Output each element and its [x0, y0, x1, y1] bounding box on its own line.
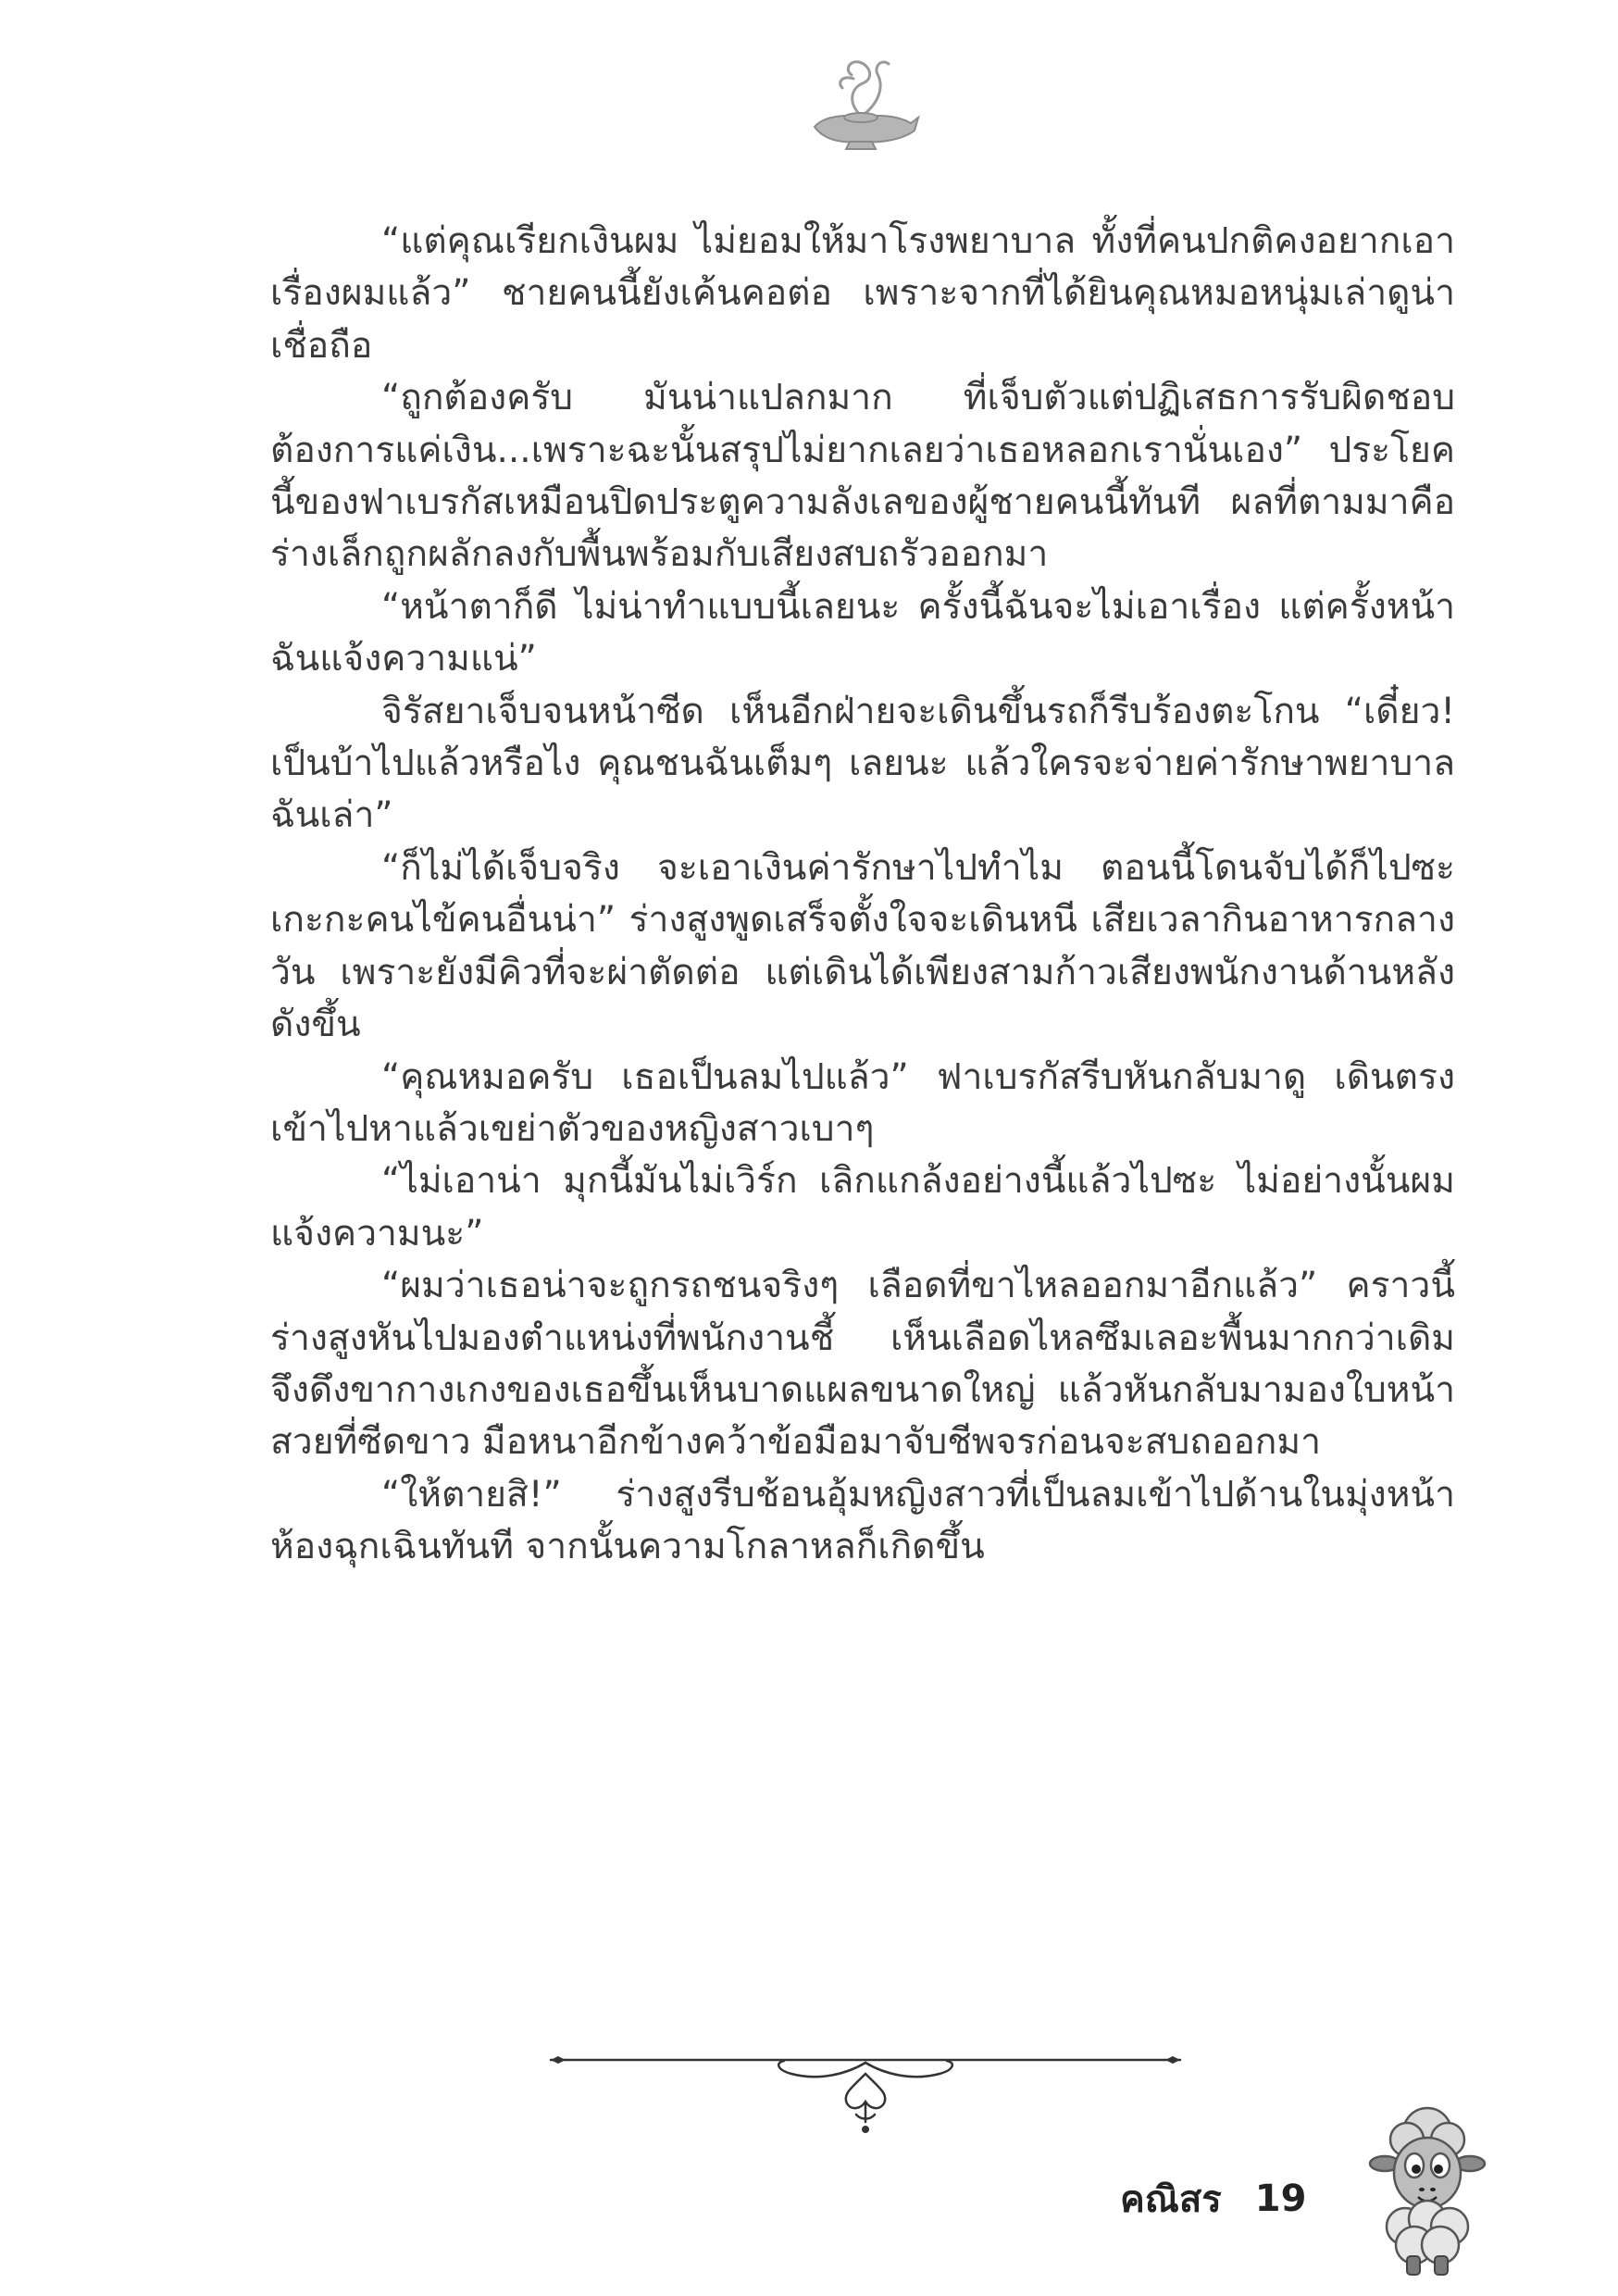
paragraph: “คุณหมอครับ เธอเป็นลมไปแล้ว” ฟาเบรกัสรีบหันกลับมาดู เดินตรงเข้าไปหาแล้วเขย่าตัวของหญิงสาวเบาๆ: [270, 1055, 1455, 1150]
paragraph: “แต่คุณเรียกเงินผม ไม่ยอมให้มาโรงพยาบาล ทั้งที่คนปกติคงอยากเอาเรื่องผมแล้ว” ชายคนนี้ยังเค้นคอต่อ เพราะจากที่ได้ยินคุณหมอหนุ่มเล่าดูน่าเชื่อถือ: [270, 220, 1455, 367]
paragraph: “หน้าตาก็ดี ไม่น่าทำแบบนี้เลยนะ ครั้งนี้ฉันจะไม่เอาเรื่อง แต่ครั้งหน้าฉันแจ้งความแน่”: [270, 585, 1455, 680]
genie-lamp-icon: [796, 51, 926, 153]
paragraph: “ถูกต้องครับ มันน่าแปลกมาก ที่เจ็บตัวแต่ปฏิเสธการรับผิดชอบต้องการแค่เงิน...เพราะฉะนั้นสรุปไม่ยากเลยว่าเธอหลอกเรานั่นเอง” ประโยคนี้ของฟาเบรกัสเหมือนปิดประตูความลังเลของผู้ชายคนนี้ทันที ผลที่ตามมาคือร่างเล็กถูกผลักลงกับพื้นพร้อมกับเสียงสบถรัวออกมา: [270, 377, 1455, 576]
paragraph: “ไม่เอาน่า มุกนี้มันไม่เวิร์ก เลิกแกล้งอย่างนี้แล้วไปซะ ไม่อย่างนั้นผมแจ้งความนะ”: [270, 1160, 1455, 1254]
author-name: คณิสร: [1120, 2178, 1222, 2221]
paragraph: จิรัสยาเจ็บจนหน้าซีด เห็นอีกฝ่ายจะเดินขึ้นรถก็รีบร้องตะโกน “เดี๋ยว! เป็นบ้าไปแล้วหรือไง คุณชนฉันเต็มๆ เลยนะ แล้วใครจะจ่ายค่ารักษาพยาบาลฉันเล่า”: [270, 690, 1455, 837]
page-number: 19: [1254, 2177, 1307, 2220]
paragraph: “ก็ไม่ได้เจ็บจริง จะเอาเงินค่ารักษาไปทำไม ตอนนี้โดนจับได้ก็ไปซะเกะกะคนไข้คนอื่นน่า” ร่างสูงพูดเสร็จตั้งใจจะเดินหนี เสียเวลากินอาหารกลางวัน เพราะยังมีคิวที่จะผ่าตัดต่อ แต่เดินได้เพียงสามก้าวเสียงพนักงานด้านหลังดังขึ้น: [270, 846, 1455, 1046]
body-text: [270, 216, 1455, 1574]
paragraph: “ผมว่าเธอน่าจะถูกรถชนจริงๆ เลือดที่ขาไหลออกมาอีกแล้ว” คราวนี้ร่างสูงหันไปมองตำแหน่งที่พนักงานชี้ เห็นเลือดไหลซึมเลอะพื้นมากกว่าเดิม จึงดึงขากางเกงของเธอขึ้นเห็นบาดแผลขนาดใหญ่ แล้วหันกลับมามองใบหน้าสวยที่ซีดขาว มือหนาอีกข้างคว้าข้อมือมาจับชีพจรก่อนจะสบถออกมา: [270, 1265, 1455, 1464]
paragraph: “ให้ตายสิ!” ร่างสูงรีบช้อนอุ้มหญิงสาวที่เป็นลมเข้าไปด้านในมุ่งหน้าห้องฉุกเฉินทันที จากนั้นความโกลาหลก็เกิดขึ้น: [270, 1473, 1455, 1568]
sheep-icon: [1353, 2097, 1501, 2282]
flourish-divider: [541, 2037, 1189, 2139]
page-footer: [1120, 2162, 1306, 2236]
